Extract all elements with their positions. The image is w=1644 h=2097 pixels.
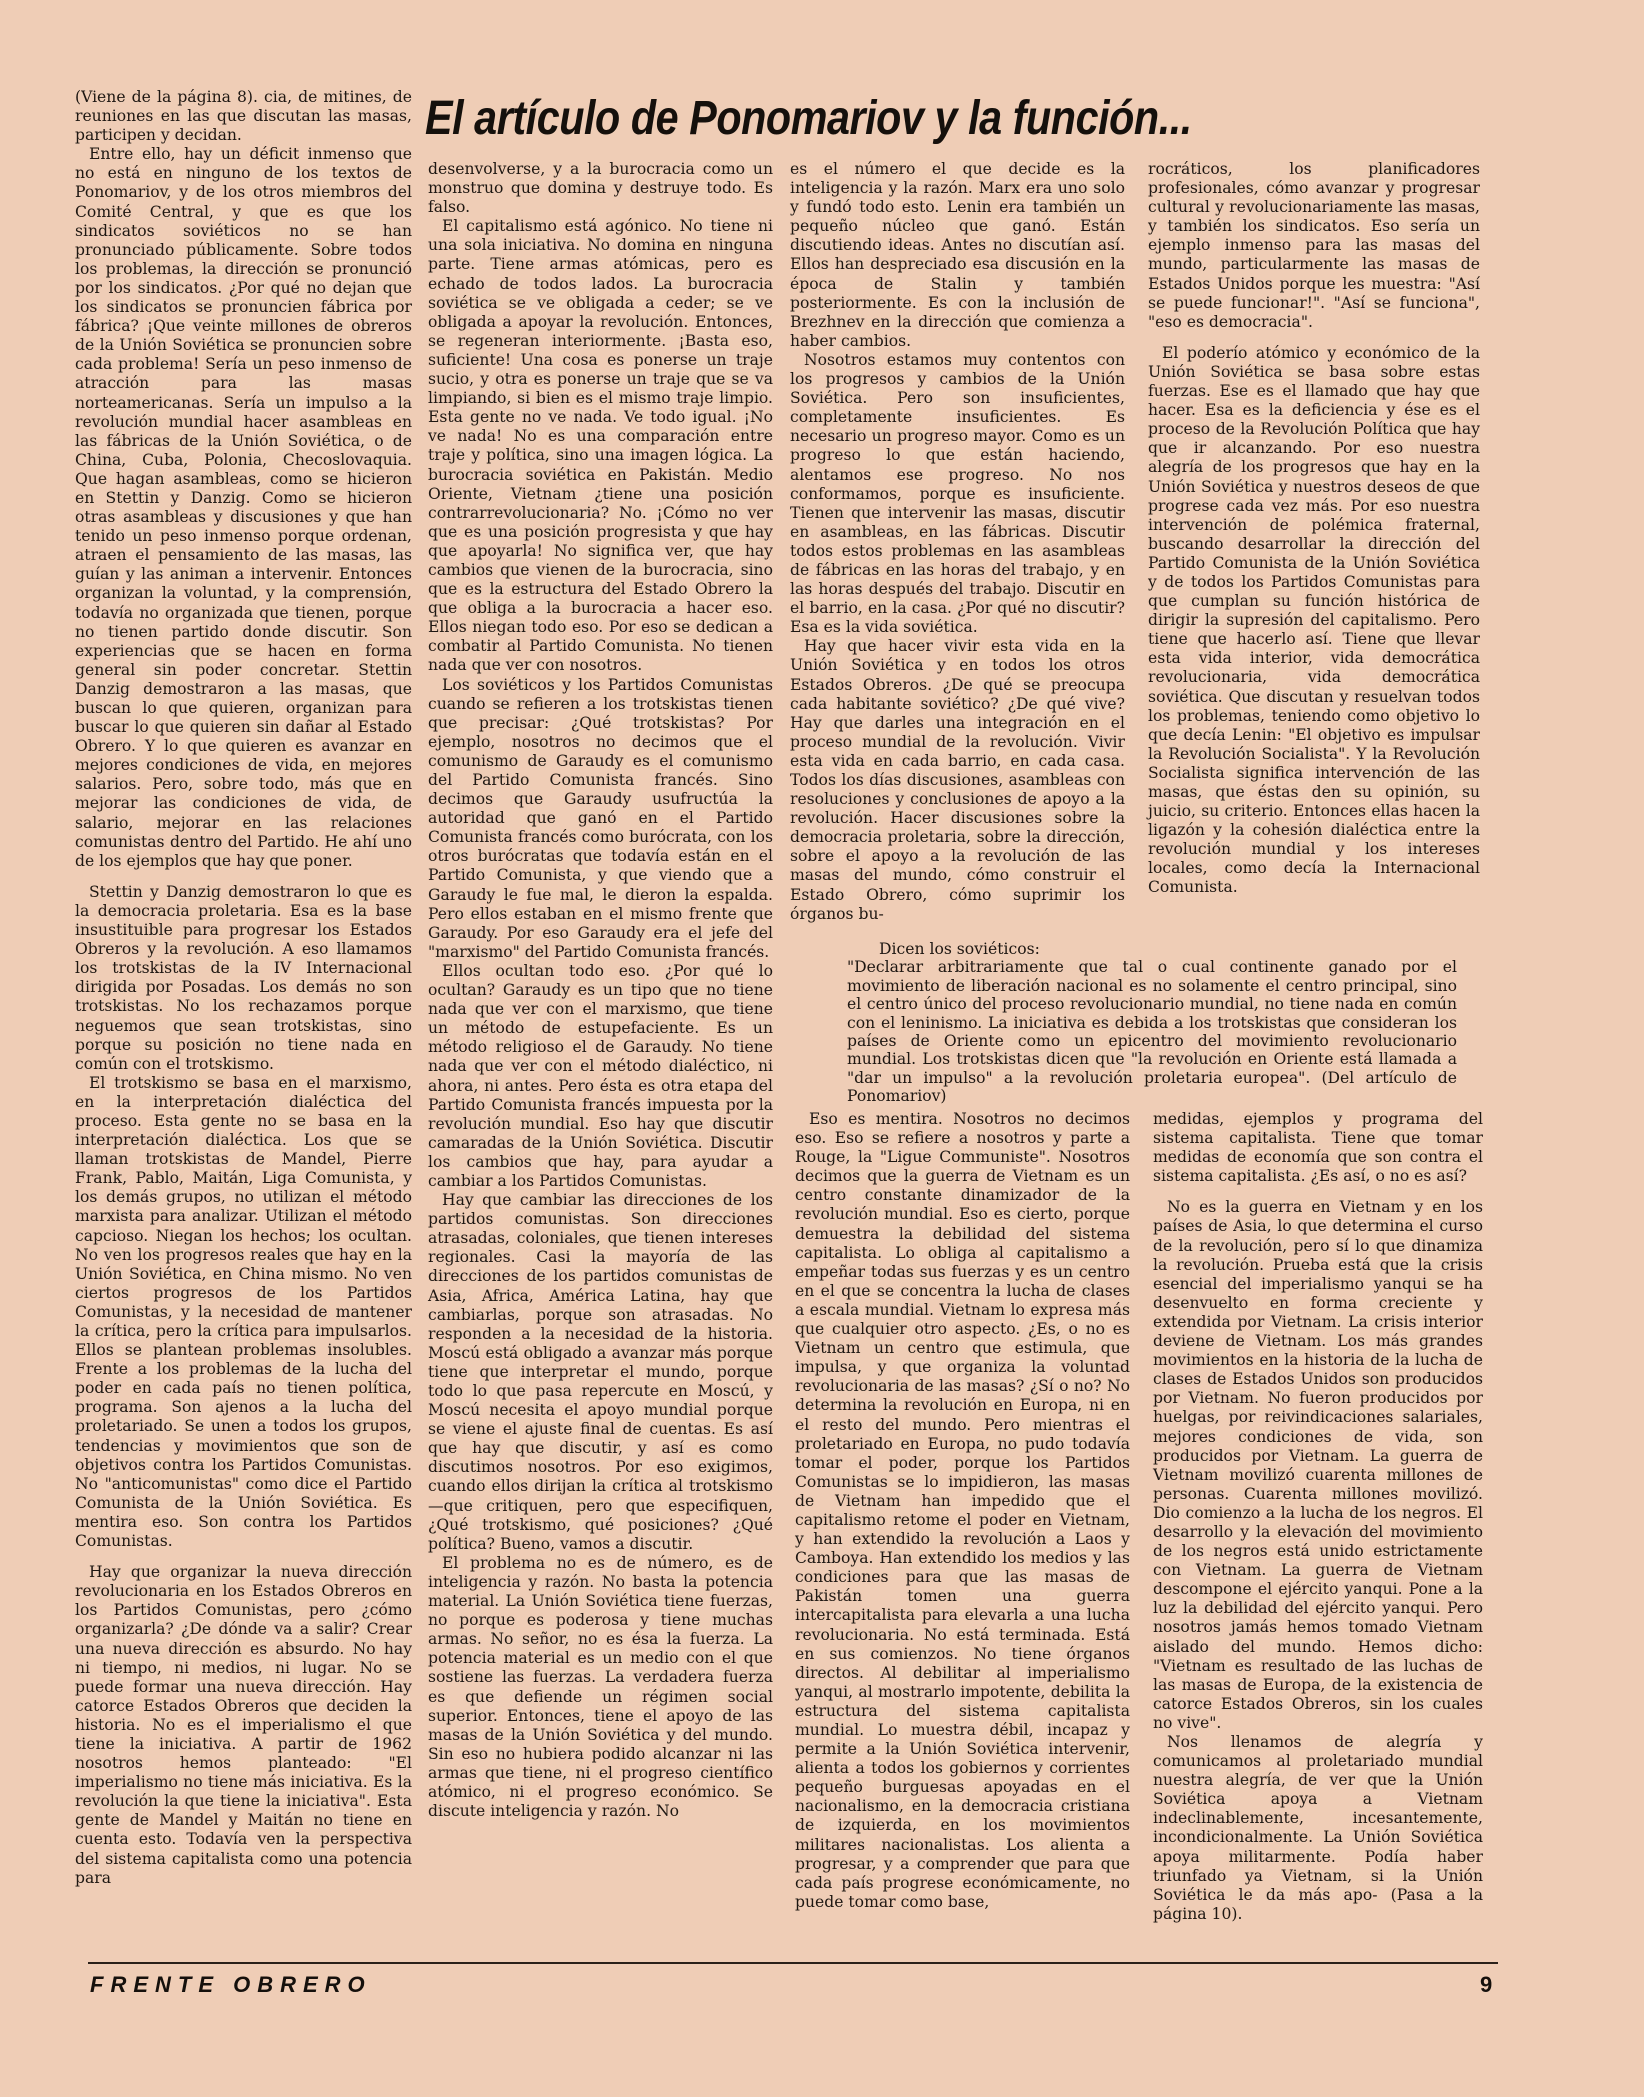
paragraph: Hay que cambiar las direcciones de los partidos comunistas. Son direcciones atrasadas, coloniales, que tienen intereses regionales. Casi la mayoría de las direcciones de los partidos comunistas de Asia, Africa, América Latina, hay que cambiarlas, porque son atrasadas. No responden a la necesidad de la historia. Moscú está obligado a avanzar más porque tiene que interpretar el mundo, porque todo lo que pasa repercute en Moscú, y Moscú necesita el apoyo mundial porque se viene el ajuste final de cuentas. Es así que hay que discutir, y así es como discutimos nosotros. Por eso exigimos, cuando ellos dirijan la crítica al trotskismo —que critiquen, pero que especifiquen, ¿Qué trotskismo, qué posiciones? ¿Qué política? Bueno, vamos a discutir.: [428, 1191, 773, 1553]
paragraph: (Viene de la página 8). cia, de mitines, de reuniones en las que discutan las masas, participen y decidan.: [75, 88, 412, 145]
paragraph: Hay que organizar la nueva dirección revolucionaria en los Estados Obreros en los Partidos Comunistas, pero ¿cómo organizarla? ¿De dónde va a salir? Crear una nueva dirección es absurdo. No hay ni tiempo, ni medios, ni lugar. No se puede formar una nueva dirección. Hay catorce Estados Obreros que deciden la historia. No es el imperialismo el que tiene la iniciativa. A partir de 1962 nosotros hemos planteado: "El imperialismo no tiene más iniciativa. Es la revolución la que tiene la iniciativa". Esta gente de Mandel y Maitán no tiene en cuenta esto. Todavía ven la perspectiva del sistema capitalista como una potencia para: [75, 1563, 412, 1887]
publication-name: FRENTE OBRERO: [90, 1972, 372, 1997]
paragraph: Stettin y Danzig demostraron lo que es la democracia proletaria. Esa es la base insustituible para progresar los Estados Obreros y la revolución. A eso llamamos los trotskistas de la IV Internacional dirigida por Posadas. Los demás no son trotskistas. No los rechazamos porque neguemos que sean trotskistas, sino porque su posición no tiene nada en común con el trotskismo.: [75, 882, 412, 1073]
footer-rule: [88, 1962, 1498, 1964]
paragraph: medidas, ejemplos y programa del sistema capitalista. Tiene que tomar medidas de economía que son contra el sistema capitalista. ¿Es así, o no es así?: [1153, 1110, 1483, 1186]
paragraph: Nosotros estamos muy contentos con los progresos y cambios de la Unión Soviética. Pero son insuficientes, completamente insuficientes. Es necesario un progreso mayor. Como es un progreso lo que están haciendo, alentamos ese progreso. No nos conformamos, porque es insuficiente. Tienen que intervenir las masas, discutir en asambleas, en las fábricas. Discutir todos estos problemas en las asambleas de fábricas en las horas del trabajo, y en las horas después del trabajo. Discutir en el barrio, en la casa. ¿Por qué no discutir? Esa es la vida soviética.: [790, 350, 1125, 637]
quote-box: [847, 940, 1457, 1106]
column-4-top: [1148, 160, 1480, 940]
paragraph: Los soviéticos y los Partidos Comunistas cuando se refieren a los trotskistas tienen que precisar: ¿Qué trotskistas? Por ejemplo, nosotros no decimos que el comunismo de Garaudy es el comunismo del Partido Comunista francés. Sino decimos que Garaudy usufructúa la autoridad que ganó en el Partido Comunista francés como burócrata, con los otros burócratas que todavía están en el Partido Comunista, y que viendo que a Garaudy le fue mal, le dieron la espalda. Pero ellos estaban en el mismo frente que Garaudy. Por eso Garaudy era el jefe del "marxismo" del Partido Comunista francés.: [428, 675, 773, 961]
column-2: [428, 160, 773, 1950]
paragraph: El poderío atómico y económico de la Unión Soviética se basa sobre estas fuerzas. Ese es el llamado que hay que hacer. Esa es la deficiencia y ése es el proceso de la Revolución Política que hay que ir alcanzando. Por eso nuestra alegría de los progresos que hay en la Unión Soviética y nuestros deseos de que progrese cada vez más. Por eso nuestra intervención de polémica fraternal, buscando desarrollar la dirección del Partido Comunista de la Unión Soviética y de todos los Partidos Comunistas para que cumplan su función histórica de dirigir la supresión del capitalismo. Pero tiene que hacerlo así. Tiene que llevar esta vida interior, vida democrática revolucionaria, vida democrática soviética. Que discutan y resuelvan todos los problemas, teniendo como objetivo lo que decía Lenin: "El objetivo es impulsar la Revolución Socialista". Y la Revolución Socialista significa intervención de las masas, que éstas den su opinión, su juicio, su criterio. Entonces ellas hacen la ligazón y la cohesión dialéctica entre la revolución mundial y los intereses locales, como decía la Internacional Comunista.: [1148, 343, 1480, 897]
paragraph: El problema no es de número, es de inteligencia y razón. No basta la potencia material. La Unión Soviética tiene fuerzas, no porque es poderosa y tiene muchas armas. No señor, no es ésa la fuerza. La potencia material es un medio con el que sostiene las fuerzas. La verdadera fuerza es que defiende un régimen social superior. Entonces, tiene el apoyo de las masas de la Unión Soviética y del mundo. Sin eso no hubiera podido alcanzar ni las armas que tiene, ni el progreso científico atómico, ni el progreso económico. Se discute inteligencia y razón. No: [428, 1553, 773, 1821]
paragraph: desenvolverse, y a la burocracia como un monstruo que domina y destruye todo. Es falso.: [428, 160, 773, 217]
paragraph: Hay que hacer vivir esta vida en la Unión Soviética y en todos los otros Estados Obreros. ¿De qué se preocupa cada habitante soviético? ¿De qué vive? Hay que darles una integración en el proceso mundial de la revolución. Vivir esta vida en cada barrio, en cada casa. Todos los días discusiones, asambleas con resoluciones y conclusiones de apoyo a la revolución. Hacer discusiones sobre la democracia proletaria, sobre la dirección, sobre el apoyo a la revolución de las masas del mundo, cómo construir el Estado Obrero, cómo suprimir los órganos bu-: [790, 637, 1125, 923]
paragraph: Ellos ocultan todo eso. ¿Por qué lo ocultan? Garaudy es un tipo que no tiene nada que ver con el marxismo, que tiene un método de estupefaciente. Es un método religioso el de Garaudy. No tiene nada que ver con el método dialéctico, ni ahora, ni antes. Pero ésta es otra etapa del Partido Comunista francés impuesta por la revolución mundial. Eso hay que discutir camaradas de la Unión Soviética. Discutir los cambios que hay, para ayudar a cambiar a los Partidos Comunistas.: [428, 961, 773, 1190]
paragraph: El capitalismo está agónico. No tiene ni una sola iniciativa. No domina en ninguna parte. Tiene armas atómicas, pero es echado de todos lados. La burocracia soviética se ve obligada a ceder; se ve obligada a apoyar la revolución. Entonces, se regeneran interiormente. ¡Basta eso, suficiente! Una cosa es ponerse un traje sucio, y otra es ponerse un traje que se va limpiando, si bien es el mismo traje limpio. Esta gente no ve nada. Ve todo igual. ¡No ve nada! No es una comparación entre traje y política, sino una imagen lógica. La burocracia soviética en Pakistán. Medio Oriente, Vietnam ¿tiene una posición contrarrevolucionaria? No. ¡Cómo no ver que es una posición progresista y que hay que apoyarla! No significa ver, que hay cambios que vienen de la burocracia, sino que es la estructura del Estado Obrero la que obliga a la burocracia a hacer eso. Ellos niegan todo eso. Por eso se dedican a combatir al Partido Comunista. No tienen nada que ver con nosotros.: [428, 217, 773, 675]
paragraph: Nos llenamos de alegría y comunicamos al proletariado mundial nuestra alegría, de ver que la Unión Soviética apoya a Vietnam indeclinablemente, incesantemente, incondicionalmente. La Unión Soviética apoya militarmente. Podía haber triunfado ya Vietnam, si la Unión Soviética le da más apo- (Pasa a la página 10).: [1153, 1733, 1483, 1923]
column-4-bottom: [1153, 1110, 1483, 1950]
paragraph: rocráticos, los planificadores profesionales, cómo avanzar y progresar cultural y revolucionariamente las masas, y también los sindicatos. Eso sería un ejemplo inmenso para las masas del mundo, particularmente las masas de Estados Unidos porque les muestra: "Así se puede funcionar!". "Así se funciona", "eso es democracia".: [1148, 160, 1480, 331]
quote-text: "Declarar arbitrariamente que tal o cual continente ganado por el movimiento de liberación nacional es no solamente el centro principal, sino el centro único del proceso revolucionario mundial, no tiene nada en común con el leninismo. La iniciativa es debida a los trotskistas que consideran los países de Oriente como un epicentro del movimiento revolucionario mundial. Los trotskistas dicen que "la revolución en Oriente está llamada a "dar un impulso" a la revolución proletaria europea". (Del artículo de Ponomariov): [847, 958, 1457, 1106]
headline: El artículo de Ponomariov y la función...: [425, 92, 1192, 145]
column-3-top: [790, 160, 1125, 950]
column-3-bottom: [795, 1110, 1130, 1940]
paragraph: es el número el que decide es la inteligencia y la razón. Marx era uno solo y fundó todo esto. Lenin era también un pequeño núcleo que ganó. Están discutiendo ideas. Antes no discutían así. Ellos han despreciado esa discusión en la época de Stalin y también posteriormente. Es con la inclusión de Brezhnev en la dirección que comienza a haber cambios.: [790, 160, 1125, 350]
quote-intro: Dicen los soviéticos:: [879, 940, 1040, 958]
paragraph: El trotskismo se basa en el marxismo, en la interpretación dialéctica del proceso. Esta gente no se basa en la interpretación dialéctica. Los que se llaman trotskistas de Mandel, Pierre Frank, Pablo, Maitán, Liga Comunista, y los demás grupos, no utilizan el método marxista para analizar. Utilizan el método capcioso. Niegan los hechos; los ocultan. No ven los progresos reales que hay en la Unión Soviética, en China mismo. No ven ciertos progresos de los Partidos Comunistas, y la necesidad de mantener la crítica, pero la crítica para impulsarlos. Ellos se plantean problemas insolubles. Frente a los problemas de la lucha del poder en cada país no tienen política, programa. Son ajenos a la lucha del proletariado. Se unen a todos los grupos, tendencias y movimientos que son de objetivos contra los Partidos Comunistas. No "anticomunistas" como dice el Partido Comunista de la Unión Soviética. Es mentira eso. Son contra los Partidos Comunistas.: [75, 1073, 412, 1551]
page-number: 9: [1480, 1972, 1493, 1997]
paragraph: Eso es mentira. Nosotros no decimos eso. Eso se refiere a nosotros y parte a Rouge, la "Ligue Communiste". Nosotros decimos que la guerra de Vietnam es un centro constante dinamizador de la revolución mundial. Eso es cierto, porque demuestra la debilidad del sistema capitalista. Lo obliga al capitalismo a empeñar todas sus fuerzas y es un centro en el que se concentra la lucha de clases a escala mundial. Vietnam lo expresa más que cualquier otro aspecto. ¿Es, o no es Vietnam un centro que estimula, que impulsa, y que organiza la voluntad revolucionaria de las masas? ¿Sí o no? No determina la revolución en Europa, ni en el resto del mundo. Pero mientras el proletariado en Europa, no pudo todavía tomar el poder, porque los Partidos Comunistas se lo impidieron, las masas de Vietnam han impedido que el capitalismo retome el poder en Vietnam, y han extendido la revolución a Laos y Camboya. Han extendido los medios y las condiciones para que las masas de Pakistán tomen una guerra intercapitalista para elevarla a una lucha revolucionaria. No está terminada. Está en sus comienzos. No tiene órganos directos. Al debilitar al imperialismo yanqui, al mostrarlo impotente, debilita la estructura del sistema capitalista mundial. Lo muestra débil, incapaz y permite a la Unión Soviética intervenir, alienta a todos los gobiernos y corrientes pequeño burguesas apoyadas en el nacionalismo, en la democracia cristiana de izquierda, en los movimientos militares nacionalistas. Los alienta a progresar, y a comprender que para que cada país progrese económicamente, no puede tomar como base,: [795, 1110, 1130, 1911]
paragraph: No es la guerra en Vietnam y en los países de Asia, lo que determina el curso de la revolución, pero sí lo que dinamiza la revolución. Prueba está que la crisis esencial del imperialismo yanqui se ha desenvuelto en forma creciente y extendida por Vietnam. La crisis interior deviene de Vietnam. Los más grandes movimientos en la historia de la lucha de clases de Estados Unidos son producidos por Vietnam. No fueron producidos por huelgas, por reivindicaciones salariales, mejores condiciones de vida, son producidos por Vietnam. La guerra de Vietnam movilizó cuarenta millones de personas. Cuarenta millones movilizó. Dio comienzo a la lucha de los negros. El desarrollo y la elevación del movimiento de los negros está unido estrictamente con Vietnam. La guerra de Vietnam descompone el ejército yanqui. Pone a la luz la debilidad del ejército yanqui. Pero nosotros jamás hemos tomado Vietnam aislado del mundo. Hemos dicho: "Vietnam es resultado de las luchas de las masas de Europa, de la existencia de catorce Estados Obreros, sin los cuales no vive".: [1153, 1198, 1483, 1732]
paragraph: Entre ello, hay un déficit inmenso que no está en ninguno de los textos de Ponomariov, y de los otros miembros del Comité Central, y que es que los sindicatos soviéticos no se han pronunciado públicamente. Sobre todos los problemas, la dirección se pronunció por los sindicatos. ¿Por qué no dejan que los sindicatos se pronuncien fábrica por fábrica? ¡Que veinte millones de obreros de la Unión Soviética se pronuncien sobre cada problema! Sería un peso inmenso de atracción para las masas norteamericanas. Sería un impulso a la revolución mundial hacer asambleas en las fábricas de la Unión Soviética, o de China, Cuba, Polonia, Checoslovaquia. Que hagan asambleas, como se hicieron en Stettin y Danzig. Como se hicieron otras asambleas y discusiones y que han tenido un peso inmenso porque ordenan, atraen el pensamiento de las masas, las guían y las animan a intervenir. Entonces organizan la voluntad, y la comprensión, todavía no organizada que tienen, porque no tienen partido donde discutir. Son experiencias que se hacen en forma general sin poder concretar. Stettin Danzig demostraron a las masas, que buscan lo que quieren, organizan para buscar lo que quieren sin dañar al Estado Obrero. Y lo que quieren es avanzar en mejores condiciones de vida, en mejores salarios. Pero, sobre todo, más que en mejorar las condiciones de vida, de salario, mejorar en las relaciones comunistas dentro del Partido. He ahí uno de los ejemplos que hay que poner.: [75, 145, 412, 870]
column-1: [75, 88, 412, 1887]
